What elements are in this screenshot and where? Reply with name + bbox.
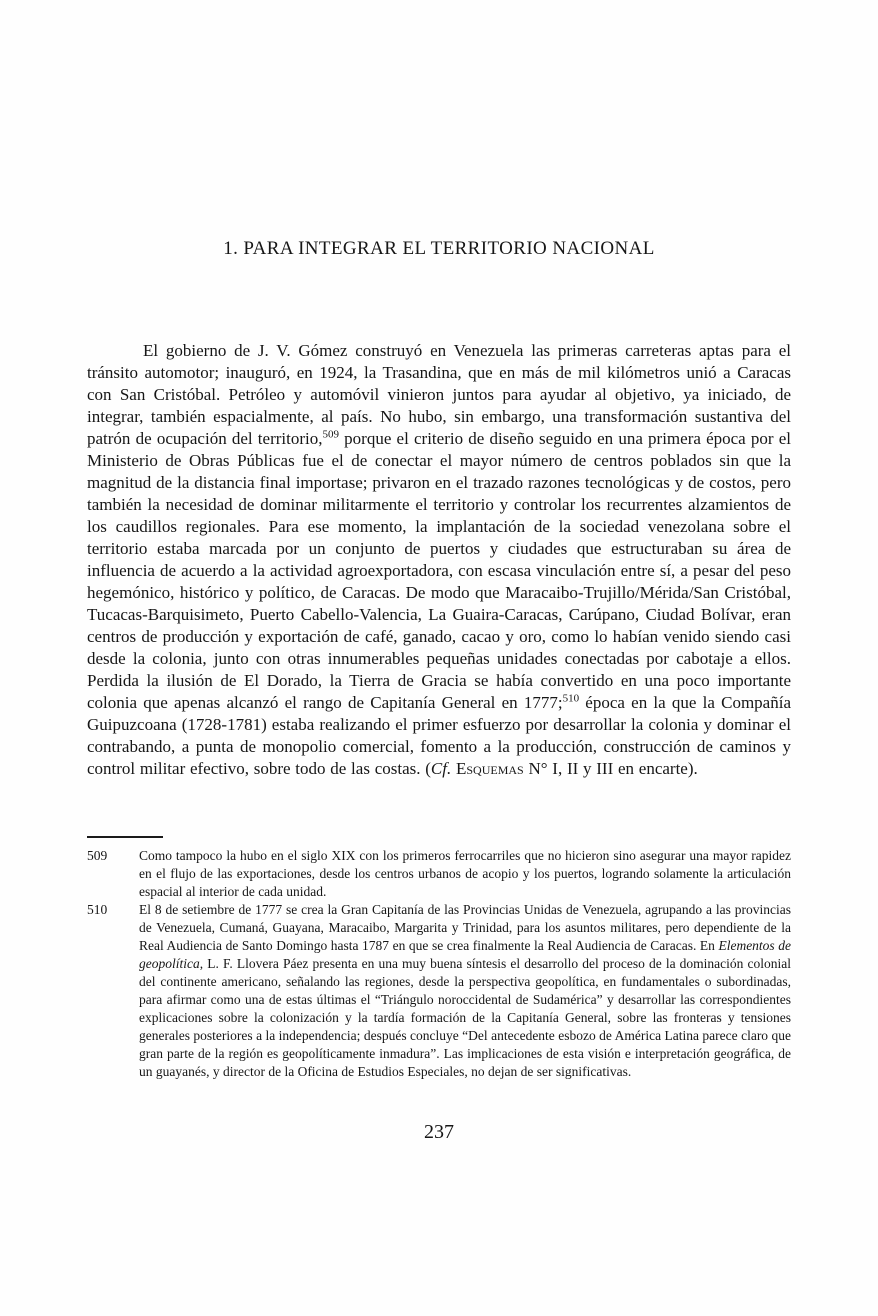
body-text-segment: El gobierno de J. V. Gómez construyó en Venezuela las primeras carreteras aptas para el tránsito automotor; inauguró, en 1924, la Trasandina, que en más de mil kilómetros unió a Caracas con San Cristóbal. Petróleo y automóvil vinieron juntos para ayudar al objetivo, ya iniciado, de integrar, también espacialmente, al país. No hubo, sin embargo, una transformación sustantiva del patrón de ocupación del territorio, <box>87 340 791 448</box>
footnote-reference-510: 510 <box>562 692 580 705</box>
cf-abbreviation: Cf. <box>430 758 452 778</box>
esquemas-smallcaps: Esquemas <box>455 758 524 778</box>
footnote-number: 509 <box>87 847 108 863</box>
footnote-number: 510 <box>87 901 108 917</box>
section-title: 1. PARA INTEGRAR EL TERRITORIO NACIONAL <box>223 238 655 259</box>
footnote-510 <box>87 901 791 1081</box>
body-text-segment: época en la que la Compañía Guipuzcoana (1728-1781) estaba realizando el primer esfuerzo por desarrollar la colonia y dominar el contrabando, a punta de monopolio comercial, fomento a la producción, construcción de caminos y control militar efectivo, sobre todo de las costas. ( <box>87 692 791 778</box>
footnote-509 <box>87 847 791 901</box>
book-title-italic: Elementos de geopolítica <box>139 937 791 971</box>
footnote-text-segment: El 8 de setiembre de 1777 se crea la Gran Capitanía de las Provincias Unidas de Venezuela, agrupando a las provincias de Venezuela, Cumaná, Guayana, Maracaibo, Margarita y Trinidad, para los asuntos militares, pero dependiente de la Real Audiencia de Santo Domingo hasta 1787 en que se crea finalmente la Real Audiencia de Caracas. En <box>139 901 791 953</box>
footnote-text-segment: , L. F. Llovera Páez presenta en una muy buena síntesis el desarrollo del proceso de la dominación colonial del continente americano, señalando las regiones, desde la perspectiva geopolítica, en fundamentales o subordinadas, para afirmar como una de estas últimas el “Triángulo noroccidental de Sudamérica” y desarrollar las correspondientes explicaciones sobre la colonización y la tardía formación de la Capitanía General, sobre las fronteras y tensiones generales posteriores a la independencia; después concluye “Del antecedente esbozo de América Latina parece claro que gran parte de la región es geopolíticamente inmadura”. Las implicaciones de esta visión e interpretación geográfica, de un guayanés, y director de la Oficina de Estudios Especiales, no dejan de ser significativas. <box>139 955 791 1079</box>
footnotes-section <box>87 836 791 1081</box>
footnote-text: Como tampoco la hubo en el siglo XIX con los primeros ferrocarriles que no hicieron sino asegurar una mayor rapidez en el flujo de las exportaciones, desde los centros urbanos de acopio y los puertos, logrando solamente la articulación espacial al interior de cada unidad. <box>139 847 791 899</box>
body-paragraph <box>87 340 791 780</box>
footnote-reference-509: 509 <box>322 428 339 441</box>
body-text-segment: porque el criterio de diseño seguido en una primera época por el Ministerio de Obras Públicas fue el de conectar el mayor número de centros poblados sin que la magnitud de la distancia final importase; privaron en el trazado razones tecnológicas y de costos, pero también la necesidad de dominar militarmente el territorio y controlar los recurrentes alzamientos de los caudillos regionales. Para ese momento, la implantación de la sociedad venezolana sobre el territorio estaba marcada por un conjunto de puertos y ciudades que estructuraban su área de influencia de acuerdo a la actividad agroexportadora, con escasa vinculación entre sí, a pesar del peso hegemónico, histórico y político, de Caracas. De modo que Maracaibo-Trujillo/Mérida/San Cristóbal, Tucacas-Barquisimeto, Puerto Cabello-Valencia, La Guaira-Caracas, Carúpano, Ciudad Bolívar, eran centros de producción y exportación de café, ganado, cacao y oro, como lo habían venido siendo casi desde la colonia, junto con otras innumerables pequeñas unidades conectadas por cabotaje a ellos. Perdida la ilusión de El Dorado, la Tierra de Gracia se había convertido en una poco importante colonia que apenas alcanzó el rango de Capitanía General en 1777; <box>87 428 791 712</box>
body-text-segment: N° I, II y III en encarte). <box>523 758 698 778</box>
footnote-separator-rule <box>87 836 163 838</box>
footnote-text <box>139 901 791 1081</box>
page-number: 237 <box>424 1120 454 1143</box>
